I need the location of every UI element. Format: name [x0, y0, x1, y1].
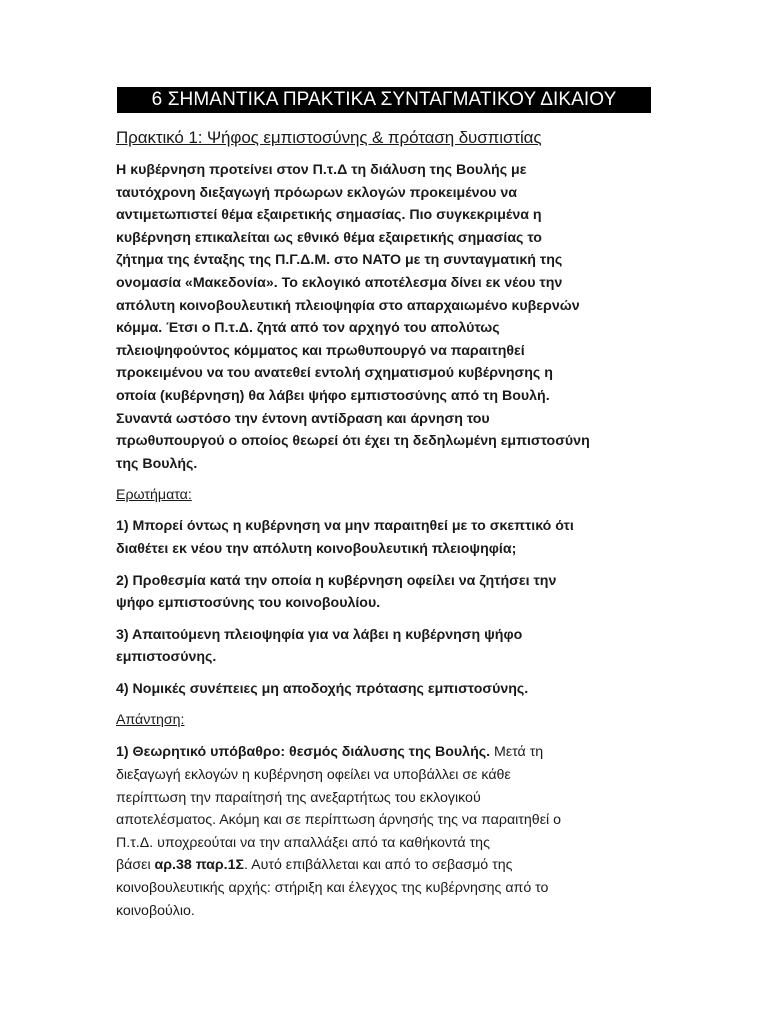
answer-first-line [116, 741, 656, 764]
questions-label: Ερωτήματα: [116, 487, 192, 504]
intro-line: ονομασία «Μακεδονία». Το εκλογικό αποτέλεσμα δίνει εκ νέου την [116, 274, 563, 291]
intro-line: κόμμα. Έτσι ο Π.τ.Δ. ζητά από τον αρχηγό του απολύτως [116, 320, 500, 337]
question-line: 1) Μπορεί όντως η κυβέρνηση να μην παραιτηθεί με το σκεπτικό ότι [116, 518, 574, 535]
intro-line: αντιμετωπιστεί θέμα εξαιρετικής σημασίας. Πιο συγκεκριμένα η [116, 207, 542, 224]
question-item [116, 624, 656, 669]
article-reference: αρ.38 παρ.1Σ [154, 857, 245, 874]
intro-line: Η κυβέρνηση προτείνει στον Π.τ.Δ τη διάλυση της Βουλής με [116, 162, 527, 178]
question-item [116, 678, 656, 701]
answer-paragraph [116, 741, 656, 922]
document-page [116, 87, 656, 922]
answer-lead-rest: Μετά τη [490, 744, 544, 761]
intro-line: ταυτόχρονη διεξαγωγή πρόωρων εκλογών προκειμένου να [116, 184, 517, 201]
question-line: 3) Απαιτούμενη πλειοψηφία για να λάβει η κυβέρνηση ψήφο [116, 626, 523, 643]
answer-line: κοινοβούλιο. [116, 902, 195, 919]
answer-lead: 1) Θεωρητικό υπόβαθρο: θεσμός διάλυσης της Βουλής. [116, 744, 491, 761]
question-line: διαθέτει εκ νέου την απόλυτη κοινοβουλευτική πλειοψηφία; [116, 540, 517, 557]
answer-line: Π.τ.Δ. υποχρεούται να την απαλλάξει από τα καθήκοντά της [116, 834, 490, 851]
intro-line: οποία (κυβέρνηση) θα λάβει ψήφο εμπιστοσύνης από τη Βουλή. [116, 387, 550, 404]
intro-line: Συναντά ωστόσο την έντονη αντίδραση και άρνηση του [116, 410, 490, 427]
intro-paragraph [116, 159, 656, 475]
answer-ref-prefix: βάσει [116, 857, 155, 874]
question-item [116, 515, 656, 560]
question-line: εμπιστοσύνης. [116, 649, 217, 666]
question-line: 4) Νομικές συνέπειες μη αποδοχής πρότασης εμπιστοσύνης. [116, 680, 529, 697]
answer-ref-suffix: . Αυτό επιβάλλεται και από το σεβασμό της [244, 857, 513, 874]
question-line: 2) Προθεσμία κατά την οποία η κυβέρνηση οφείλει να ζητήσει την [116, 572, 557, 589]
section-heading: Πρακτικό 1: Ψήφος εμπιστοσύνης & πρόταση δυσπιστίας [116, 128, 542, 147]
answer-label: Απάντηση: [116, 712, 185, 729]
document-title: 6 ΣΗΜΑΝΤΙΚΑ ΠΡΑΚΤΙΚΑ ΣΥΝΤΑΓΜΑΤΙΚΟΥ ΔΙΚΑΙΟΥ [117, 87, 651, 113]
intro-line: πλειοψηφούντος κόμματος και πρωθυπουργό να παραιτηθεί [116, 342, 525, 359]
answer-line: περίπτωση την παραίτησή της ανεξαρτήτως του εκλογικού [116, 789, 481, 806]
answer-ref-line [116, 854, 656, 877]
answer-line: διεξαγωγή εκλογών η κυβέρνηση οφείλει να υποβάλλει σε κάθε [116, 767, 511, 784]
intro-line: κυβέρνηση επικαλείται ως εθνικό θέμα εξαιρετικής σημασίας το [116, 229, 542, 246]
question-item [116, 570, 656, 615]
answer-line: αποτελέσματος. Ακόμη και σε περίπτωση άρνησής της να παραιτηθεί ο [116, 812, 562, 829]
intro-line: ζήτημα της ένταξης της Π.Γ.Δ.Μ. στο ΝΑΤΟ με τη συνταγματική της [116, 252, 563, 269]
answer-line: κοινοβουλευτικής αρχής: στήριξη και έλεγχος της κυβέρνησης από το [116, 880, 549, 897]
question-line: ψήφο εμπιστοσύνης του κοινοβουλίου. [116, 595, 381, 612]
intro-line: προκειμένου να του ανατεθεί εντολή σχηματισμού κυβέρνησης η [116, 365, 553, 382]
intro-line: απόλυτη κοινοβουλευτική πλειοψηφία στο απαρχαιωμένο κυβερνών [116, 297, 580, 314]
intro-line: πρωθυπουργού ο οποίος θεωρεί ότι έχει τη δεδηλωμένη εμπιστοσύνη [116, 433, 590, 450]
intro-line: της Βουλής. [116, 455, 198, 472]
